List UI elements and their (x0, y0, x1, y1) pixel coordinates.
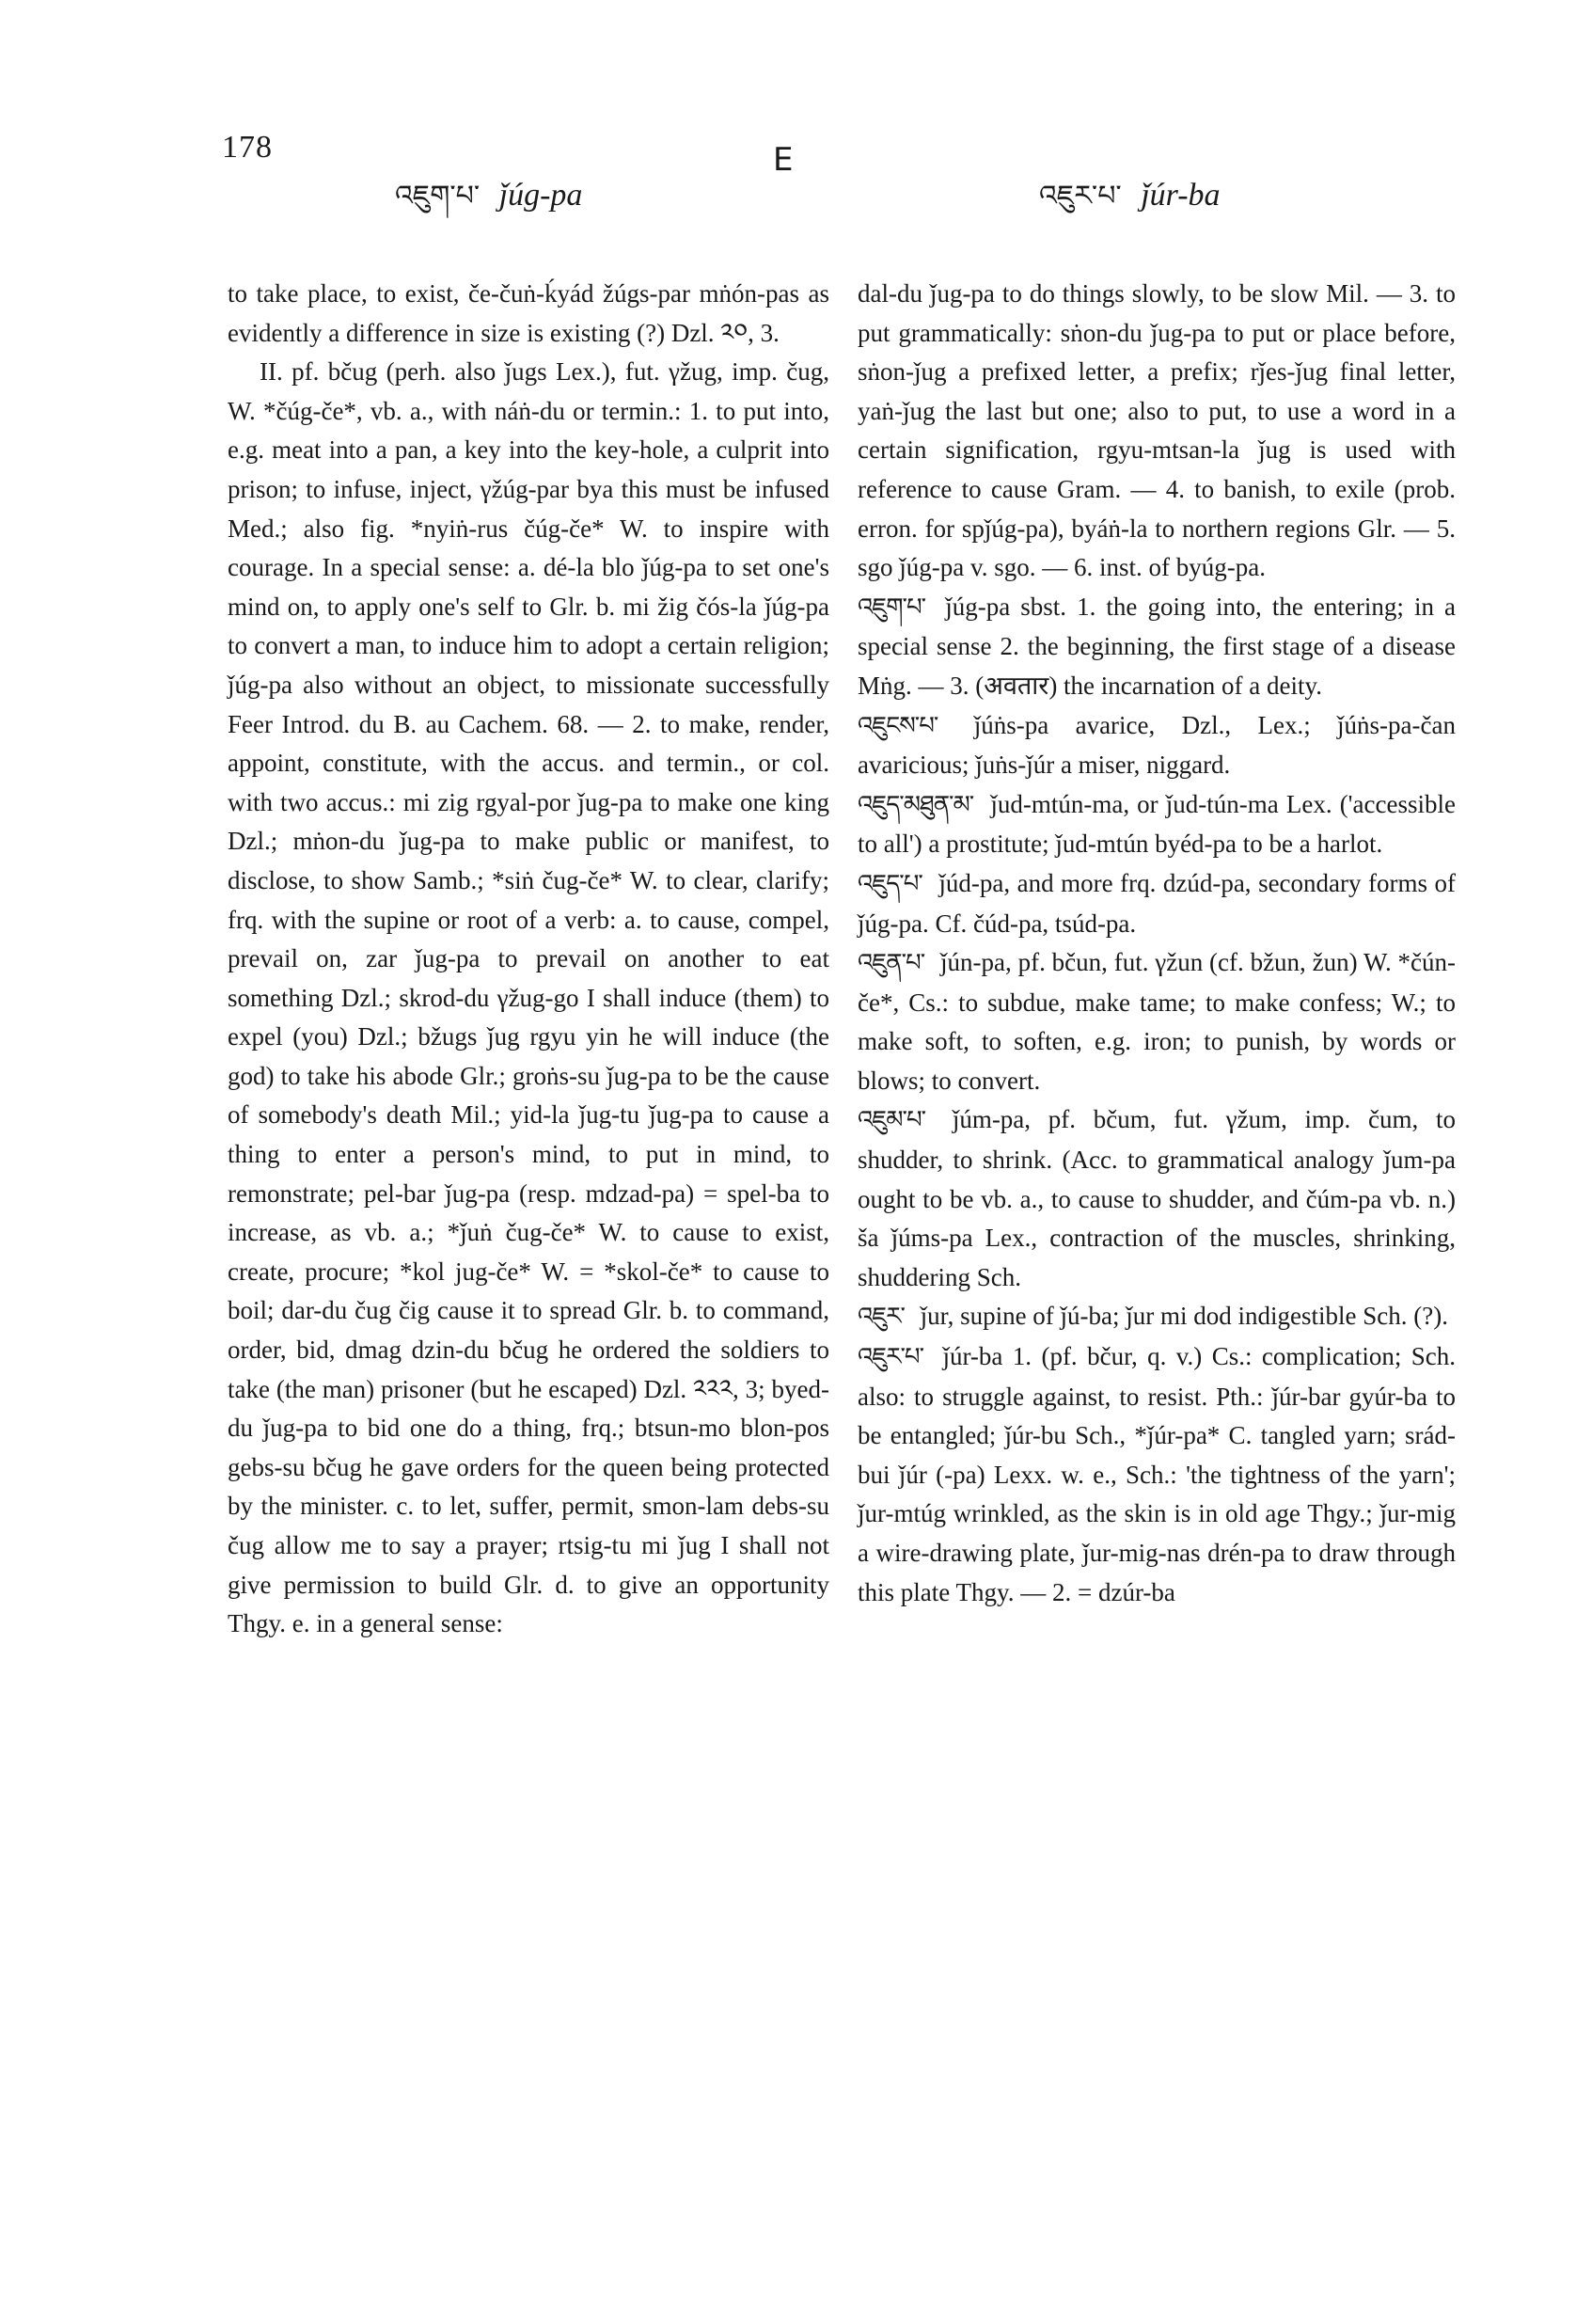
left-paragraph-2: II. pf. bčug (perh. also ǰugs Lex.), fut. γžug, imp. čug, W. *čúg-če*, vb. a., with náṅ-du or termin.: 1. to put into, e.g. meat into a pan, a key into the key-hole, a culprit into prison; to infuse, inject, γžúg-par bya this must be infused Med.; also fig. *nyiṅ-rus čúg-če* W. to inspire with courage. In a special sense: a. dé-la blo ǰúg-pa to set one's mind on, to apply one's self to Glr. b. mi žig čós-la ǰúg-pa to convert a man, to induce him to adopt a certain religion; ǰúg-pa also without an object, to missionate successfully Feer Introd. du B. au Cachem. 68. — 2. to make, render, appoint, constitute, with the accus. and termin., or col. with two accus.: mi zig rgyal-por ǰug-pa to make one king Dzl.; mṅon-du ǰug-pa to make public or manifest, to disclose, to show Samb.; *siṅ čug-če* W. to clear, clarify; frq. with the supine or root of a verb: a. to cause, compel, prevail on, zar ǰug-pa to prevail on another to eat something Dzl.; skrod-du γžug-go I shall induce (them) to expel (you) Dzl.; bžugs ǰug rgyu yin he will induce (the god) to take his abode Glr.; groṅs-su ǰug-pa to be the cause of somebody's death Mil.; yid-la ǰug-tu ǰug-pa to cause a thing to enter a person's mind, to put in mind, to remonstrate; pel-bar ǰug-pa (resp. mdzad-pa) = spel-ba to increase, as vb. a.; *ǰuṅ čug-če* W. to cause to exist, create, procure; *kol jug-če* W. = *skol-če* to cause to boil; dar-du čug čig cause it to spread Glr. b. to command, order, bid, dmag dzin-du bčug he ordered the soldiers to take (the man) prisoner (but he escaped) Dzl. ༢༢༢, 3; byed-du ǰug-pa to bid one do a thing, frq.; btsun-mo blon-pos gebs-su bčug he gave orders for the queen being protected by the minister. c. to let, suffer, permit, smon-lam debs-su čug allow me to say a prayer; rtsig-tu mi ǰug I shall not give permission to build Glr. d. to give an opportunity Thgy. e. in a general sense: (228, 357, 829, 1638)
entry-text: ǰúg-pa sbst. 1. the going into, the entering; in a special sense 2. the beginning, the first stage of a disease Mṅg. — 3. (अवतार) the incarnation of a deity. (858, 592, 1457, 700)
entry-text: ǰur, supine of ǰú-ba; ǰur mi dod indigestible Sch. (?). (920, 1302, 1448, 1331)
dictionary-entry (858, 785, 1456, 864)
entry-text: ǰúm-pa, pf. bčum, fut. γžum, imp. čum, to shudder, to shrink. (Acc. to grammatical analogy ǰum-pa ought to be vb. a., to cause to shudder, and čúm-pa vb. n.) ša ǰúms-pa Lex., contraction of the muscles, shrinking, shuddering Sch. (858, 1105, 1457, 1291)
entry-text: ǰúr-ba 1. (pf. bčur, q. v.) Cs.: complication; Sch. also: to struggle against, to resist. Pth.: ǰúr-bar gyúr-ba to be entangled; ǰúr-bu Sch., *ǰúr-pa* C. tangled yarn; srád-bui ǰúr (-pa) Lexx. w. e., Sch.: 'the tightness of the yarn'; ǰur-mtúg wrinkled, as the skin is in old age Thgy.; ǰur-mig a wire-drawing plate, ǰur-mig-nas drén-pa to draw through this plate Thgy. — 2. = dzúr-ba (858, 1342, 1457, 1606)
entry-text: ǰúṅs-pa avarice, Dzl., Lex.; ǰúṅs-pa-čan avaricious; ǰuṅs-ǰúr a miser, niggard. (858, 710, 1456, 780)
entry-tibetan-headword: འཇུད་པ་ (858, 869, 922, 898)
left-running-head-tibetan: འཇུག་པ་ (395, 180, 481, 213)
entry-tibetan-headword: འཇུམ་པ་ (858, 1106, 926, 1135)
right-running-head-tibetan: འཇུར་པ་ (1039, 180, 1122, 213)
dictionary-entry (858, 943, 1456, 1100)
entry-text: ǰúd-pa, and more frq. dzúd-pa, secondary forms of ǰúg-pa. Cf. čúd-pa, tsúd-pa. (858, 868, 1457, 938)
entry-tibetan-headword: འཇུར་ (858, 1303, 905, 1332)
dictionary-entry (858, 1100, 1456, 1297)
left-running-head-translit: ǰúg-pa (498, 178, 583, 213)
dictionary-entry (858, 1297, 1456, 1337)
center-letter: E (773, 141, 794, 179)
right-column (858, 275, 1456, 1612)
dictionary-entry (858, 588, 1456, 706)
entry-tibetan-headword: འཇུངས་པ་ (858, 711, 938, 740)
entry-text: ǰún-pa, pf. bčun, fut. γžun (cf. bžun, žun) W. *čún-če*, Cs.: to subdue, make tame; to make confess; W.; to make soft, to soften, e.g. iron; to punish, by words or blows; to convert. (858, 948, 1457, 1095)
entry-tibetan-headword: འཇུར་པ་ (858, 1343, 924, 1372)
page-number: 178 (222, 130, 273, 165)
entry-tibetan-headword: འཇུག་པ་ (858, 593, 926, 622)
right-lead-paragraph: dal-du ǰug-pa to do things slowly, to be slow Mil. — 3. to put grammatically: sṅon-du ǰug-pa to put or place before, sṅon-ǰug a prefixed letter, a prefix; rǰes-ǰug final letter, yaṅ-ǰug the last but one; also to put, to use a word in a certain signification, rgyu-mtsan-la ǰug is used with reference to cause Gram. — 4. to banish, to exile (prob. erron. for spǰúg-pa), byáṅ-la to northern regions Glr. — 5. sgo ǰúg-pa v. sgo. — 6. inst. of byúg-pa. (858, 279, 1456, 582)
entry-text: ǰud-mtún-ma, or ǰud-tún-ma Lex. ('accessible to all') a prostitute; ǰud-mtún byéd-pa to be a harlot. (858, 789, 1456, 859)
right-running-head (1039, 165, 1221, 244)
left-paragraph-1: to take place, to exist, če-čuṅ-ḱyád žúgs-par mṅón-pas as evidently a difference in size is existing (?) Dzl. ༢༠, 3. (228, 279, 829, 347)
entry-tibetan-headword: འཇུན་པ་ (858, 949, 925, 978)
entry-tibetan-headword: འཇུད་མཐུན་མ་ (858, 790, 974, 819)
dictionary-entry (858, 706, 1456, 785)
dictionary-entry (858, 864, 1456, 943)
left-column (228, 275, 829, 1644)
right-running-head-translit: ǰúr-ba (1141, 178, 1221, 213)
dictionary-entry (858, 1337, 1456, 1612)
left-running-head (395, 165, 582, 244)
